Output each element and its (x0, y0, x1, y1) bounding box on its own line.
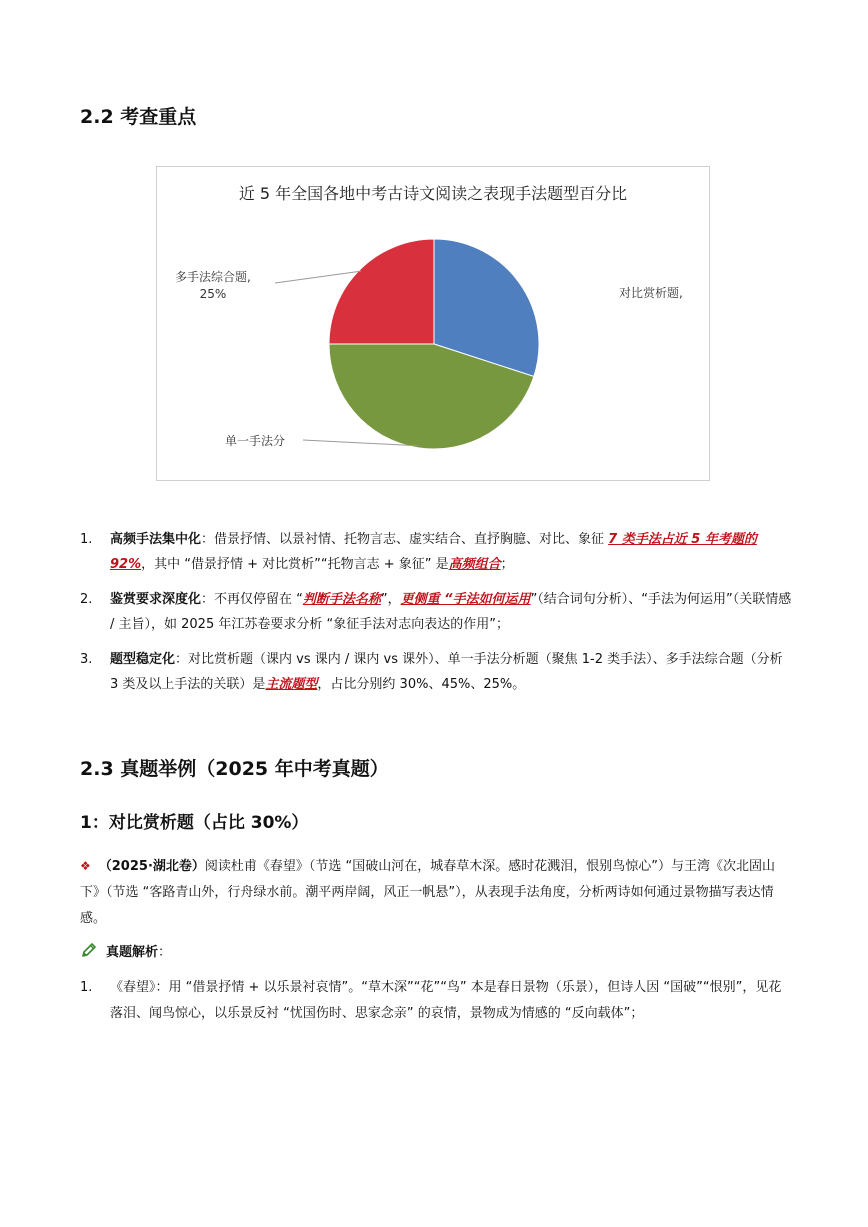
highlight-text: 高频组合 (448, 557, 501, 572)
list-item-text: 《春望》：用 “借景抒情 + 以乐景衬哀情”。“草木深”“花”“鸟” 本是春日景物（乐景），但诗人因 “国破”“恨别”，见花落泪、闻鸟惊心，以乐景反衬 “忧国伤时、思家念亲” 的哀情，景物成为情感的 “反向载体”； (110, 980, 782, 1021)
highlight-text: 主流题型 (265, 677, 318, 692)
leader-line-2 (275, 271, 361, 283)
pie-chart (156, 166, 710, 481)
highlight-text: 判断手法名称 (302, 592, 381, 607)
list-item-text: ，其中 “借景抒情 + 对比赏析”“托物言志 + 象征” 是 (141, 557, 449, 572)
list-item-heading: 题型稳定化 (110, 652, 176, 667)
diamond-bullet-icon: ❖ (80, 859, 91, 873)
question-paragraph (80, 853, 792, 932)
list-item-text: ； (500, 557, 514, 572)
list-item (80, 975, 792, 1027)
list-number: 1. (80, 532, 93, 547)
list-item-text: ：不再仅停留在 “ (201, 592, 303, 607)
slice-label-multi (175, 269, 251, 303)
analysis-label: 真题解析 (106, 945, 159, 960)
key-points-list (80, 527, 792, 707)
highlight-text: 更侧重 “手法如何运用 (400, 592, 531, 607)
list-item (80, 587, 792, 637)
analysis-heading (80, 940, 792, 969)
list-number: 1. (80, 980, 93, 995)
list-item-text: ”（结合词句分析）、“手法为何运用”（关联情感 / 主旨），如 2025 年江苏卷要求分析 “象征手法对志向表达的作用”； (110, 592, 792, 632)
list-item-text: ：对比赏析题（课内 vs 课内 / 课内 vs 课外）、单一手法分析题（聚焦 1-2 类手法）、多手法综合题（分析 3 类及以上手法的关联）是 (110, 652, 783, 692)
list-item-text: ：借景抒情、以景衬情、托物言志、虚实结合、直抒胸臆、对比、象征 (201, 532, 609, 547)
chart-title: 近 5 年全国各地中考古诗文阅读之表现手法题型百分比 (238, 184, 628, 203)
section-title-2-3: 2.3 真题举例（2025 年中考真题） (80, 758, 389, 780)
list-item (80, 647, 792, 697)
subsection-title: 1：对比赏析题（占比 30%） (80, 813, 309, 833)
list-item-text: ，占比分别约 30%、45%、25%。 (317, 677, 526, 692)
slice-label-multi-value: 25% (199, 287, 227, 301)
slice-label-multi-name: 多手法综合题, (175, 270, 251, 284)
section-title-2-2: 2.2 考查重点 (80, 106, 197, 128)
slice-label-contrast: 对比赏析题, (619, 286, 683, 300)
question-tag: （2025·湖北卷） (98, 859, 205, 874)
list-number: 2. (80, 592, 93, 607)
slice-label-single: 单一手法分 (225, 434, 286, 448)
list-item-text: ”， (380, 592, 401, 607)
analysis-list (80, 975, 792, 1037)
pencil-icon (80, 941, 98, 969)
list-item-heading: 高频手法集中化 (110, 532, 202, 547)
list-item-heading: 鉴赏要求深度化 (110, 592, 202, 607)
list-item (80, 527, 792, 577)
question-text: 阅读杜甫《春望》（节选 “国破山河在，城春草木深。感时花溅泪，恨别鸟惊心”）与王湾《次北固山下》（节选 “客路青山外，行舟绿水前。潮平两岸阔，风正一帆悬”），从表现手法角度，分析两诗如何通过景物描写表达情感。 (80, 859, 775, 926)
highlight-text: 7 类手法占近 5 年考题的 92% (110, 532, 757, 572)
pie-slice-2 (329, 239, 434, 344)
analysis-colon: ： (158, 945, 172, 960)
list-number: 3. (80, 652, 93, 667)
